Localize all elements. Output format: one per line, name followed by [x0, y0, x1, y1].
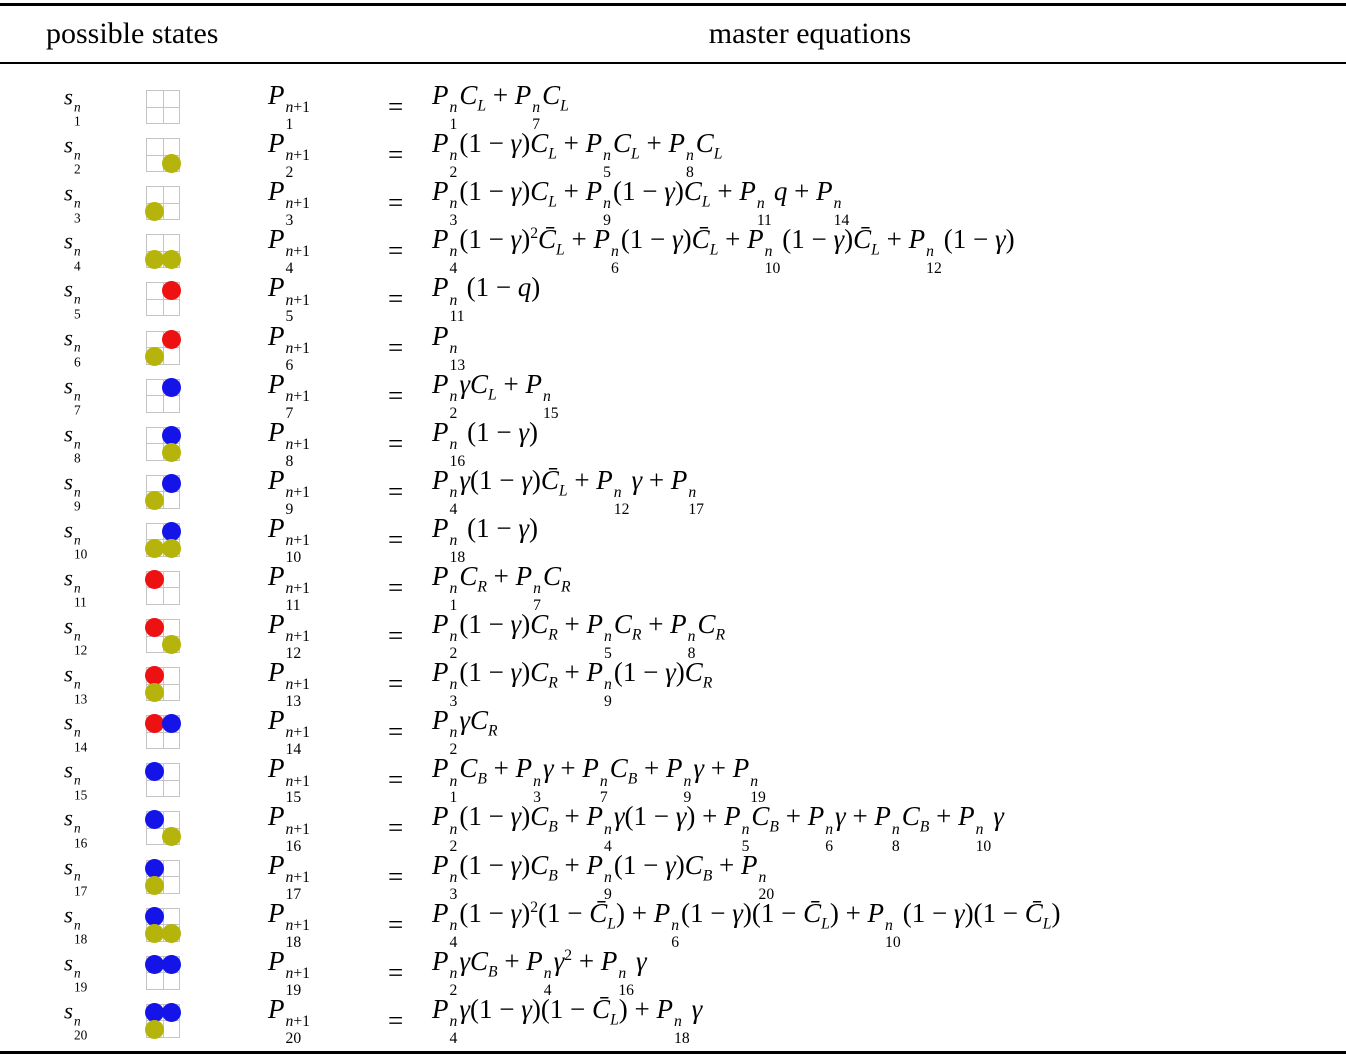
yellow-dot-bl	[145, 491, 164, 510]
blue-dot-tr	[162, 1003, 181, 1022]
state-grid-icon	[146, 571, 180, 605]
state-grid-icon	[146, 138, 180, 172]
equation-lhs: P n+1 1	[268, 80, 310, 134]
equation-rhs: P n 4 $(1 - \gamma)^2C̄_L + P$ n 6 $(1 - \gamma)C̄_L + P$ n 10 $(1 - \gamma)C̄_L + P$ n 12 (1 − γ)	[432, 224, 1015, 278]
equation-lhs: P n+1 12	[268, 609, 310, 663]
state-label: s n 16	[64, 806, 88, 851]
state-label: s n 11	[64, 565, 87, 610]
state-label: s n 6	[64, 325, 81, 370]
equation-lhs: P n+1 20	[268, 993, 310, 1047]
equation-rhs: P n 2 $\gamma C_R$	[432, 705, 498, 759]
state-grid-icon	[146, 908, 180, 942]
equals-sign: =	[388, 572, 404, 603]
equation-lhs: P n+1 13	[268, 657, 310, 711]
yellow-dot-bl	[145, 347, 164, 366]
table-row	[0, 897, 1346, 951]
state-grid-icon	[146, 379, 180, 413]
equals-sign: =	[388, 812, 404, 843]
equation-rhs: P n 3 $(1 - \gamma)C_B + P$ n 9 $(1 - \gamma)C_B + P$ n 20	[432, 849, 775, 903]
red-dot-tl	[145, 570, 164, 589]
state-grid-icon	[146, 90, 180, 124]
equation-lhs: P n+1 4	[268, 224, 310, 278]
equals-sign: =	[388, 668, 404, 699]
state-grid-icon	[146, 186, 180, 220]
state-grid-icon	[146, 331, 180, 365]
equation-lhs: P n+1 6	[268, 320, 310, 374]
yellow-dot-bl	[145, 202, 164, 221]
state-label: s n 4	[64, 228, 81, 274]
equation-lhs: P n+1 10	[268, 512, 310, 566]
top-rule	[0, 3, 1346, 6]
state-grid-icon	[146, 427, 180, 461]
equation-lhs: P n+1 11	[268, 561, 310, 615]
yellow-dot-br	[162, 154, 181, 173]
state-label: s n 1	[64, 84, 81, 130]
equals-sign: =	[388, 380, 404, 411]
equals-sign: =	[388, 764, 404, 795]
blue-dot-tr	[162, 378, 181, 397]
equation-rhs: P n 11 (1 − q)	[432, 272, 541, 326]
equation-rhs: P n 4 $\gamma(1 - \gamma)(1 - C̄_L) + P$ n 18 γ	[432, 993, 703, 1047]
red-dot-tr	[162, 281, 181, 300]
state-grid-icon	[146, 475, 180, 509]
yellow-dot-bl	[145, 683, 164, 702]
table-row	[0, 657, 1346, 711]
table-row	[0, 464, 1346, 518]
yellow-dot-br	[162, 924, 181, 943]
yellow-dot-br	[162, 827, 181, 846]
blue-dot-tr	[162, 955, 181, 974]
equation-rhs: P n 3 $(1 - \gamma)C_L + P$ n 9 $(1 - \gamma)C_L + P$ n 11 q + P n 14	[432, 176, 850, 230]
equation-rhs: P n 2 $(1 - \gamma)C_R + P$ n 5 $C_R + P$ n 8 $C_R$	[432, 609, 726, 663]
equation-lhs: P n+1 3	[268, 176, 310, 230]
equation-rhs: P n 1 $C_B + P$ n 3 γ + P n 7 $C_B + P$ n 9 γ + P n 19	[432, 753, 766, 807]
state-label: s n 19	[64, 950, 88, 995]
yellow-dot-br	[162, 443, 181, 462]
table-row	[0, 609, 1346, 663]
table-body	[0, 80, 1346, 1047]
table-row	[0, 945, 1346, 999]
equation-rhs: P n 13	[432, 320, 466, 374]
yellow-dot-br	[162, 250, 181, 269]
state-label: s n 7	[64, 373, 81, 418]
equation-rhs: P n 18 (1 − γ)	[432, 512, 539, 566]
state-grid-icon	[146, 763, 180, 797]
table-row	[0, 416, 1346, 470]
states-column-header: possible states	[46, 17, 219, 50]
yellow-dot-br	[162, 635, 181, 654]
state-grid-icon	[146, 811, 180, 845]
state-label: s n 13	[64, 661, 88, 707]
state-grid-icon	[146, 234, 180, 268]
equation-lhs: P n+1 8	[268, 416, 310, 470]
state-label: s n 8	[64, 421, 81, 466]
state-grid-icon	[146, 1004, 180, 1038]
equation-rhs: P n 16 (1 − γ)	[432, 416, 539, 470]
table-row	[0, 176, 1346, 230]
equation-lhs: P n+1 15	[268, 753, 310, 807]
state-label: s n 14	[64, 709, 88, 755]
equation-lhs: P n+1 7	[268, 368, 310, 422]
equals-sign: =	[388, 716, 404, 747]
yellow-dot-br	[162, 539, 181, 558]
equals-sign: =	[388, 187, 404, 218]
equation-lhs: P n+1 5	[268, 272, 310, 326]
table-header	[0, 16, 1346, 52]
equation-lhs: P n+1 19	[268, 945, 310, 999]
table-row	[0, 993, 1346, 1047]
equation-lhs: P n+1 9	[268, 464, 310, 518]
equals-sign: =	[388, 428, 404, 459]
equation-lhs: P n+1 14	[268, 705, 310, 759]
state-grid-icon	[146, 523, 180, 557]
state-label: s n 10	[64, 517, 88, 562]
equation-rhs: P n 4 $(1 - \gamma)^2(1$ − $C̄_L) + P$ n 6 $(1 - \gamma)(1 - C̄_L) + P$ n 10 $(1 - \gamma)(1 - C̄_L)$	[432, 897, 1061, 951]
equals-sign: =	[388, 1005, 404, 1036]
state-label: s n 12	[64, 613, 88, 659]
state-grid-icon	[146, 619, 180, 653]
equation-rhs: P n 2 $(1 - \gamma)C_L + P$ n 5 $C_L + P$ n 8 $C_L$	[432, 128, 723, 182]
table-row	[0, 128, 1346, 182]
table-row	[0, 512, 1346, 566]
blue-dot-tr	[162, 714, 181, 733]
equals-sign: =	[388, 332, 404, 363]
equation-rhs: P n 2 $(1 - \gamma)C_B + P$ n 4 γ(1 − γ) + P n 5 $C_B + P$ n 6 γ + P n 8 $C_B + P$ n 10 γ	[432, 801, 1004, 855]
table-row	[0, 753, 1346, 807]
state-label: s n 5	[64, 277, 81, 322]
table-row	[0, 801, 1346, 855]
equals-sign: =	[388, 139, 404, 170]
state-label: s n 20	[64, 998, 88, 1043]
yellow-dot-bl	[145, 876, 164, 895]
state-label: s n 18	[64, 902, 88, 947]
table-row	[0, 272, 1346, 326]
blue-dot-tl	[145, 810, 164, 829]
equation-rhs: P n 1 $C_L + P$ n 7 $C_L$	[432, 80, 569, 134]
state-label: s n 15	[64, 757, 88, 803]
yellow-dot-bl	[145, 1020, 164, 1039]
equals-sign: =	[388, 620, 404, 651]
equals-sign: =	[388, 524, 404, 555]
header-rule	[0, 62, 1346, 64]
equation-lhs: P n+1 2	[268, 128, 310, 182]
equation-lhs: P n+1 18	[268, 897, 310, 951]
red-dot-tr	[162, 330, 181, 349]
equations-column-header: master equations	[708, 17, 912, 50]
equals-sign: =	[388, 957, 404, 988]
state-label: s n 17	[64, 854, 88, 899]
equation-lhs: P n+1 16	[268, 801, 310, 855]
table-row	[0, 320, 1346, 374]
equals-sign: =	[388, 91, 404, 122]
table-row	[0, 561, 1346, 615]
table-row	[0, 849, 1346, 903]
state-grid-icon	[146, 956, 180, 990]
equals-sign: =	[388, 909, 404, 940]
state-grid-icon	[146, 667, 180, 701]
equation-lhs: P n+1 17	[268, 849, 310, 903]
state-label: s n 3	[64, 180, 81, 226]
state-label: s n 9	[64, 469, 81, 514]
equals-sign: =	[388, 283, 404, 314]
blue-dot-tr	[162, 474, 181, 493]
state-label: s n 2	[64, 132, 81, 178]
equals-sign: =	[388, 861, 404, 892]
equation-rhs: P n 1 $C_R + P$ n 7 $C_R$	[432, 561, 571, 615]
state-grid-icon	[146, 860, 180, 894]
table-row	[0, 80, 1346, 134]
equation-rhs: P n 2 $\gamma C_B + P$ n 4 $\gamma^2 + P$ n 16 γ	[432, 945, 647, 999]
state-grid-icon	[146, 282, 180, 316]
equals-sign: =	[388, 476, 404, 507]
state-grid-icon	[146, 715, 180, 749]
table-row	[0, 224, 1346, 278]
equation-rhs: P n 2 $\gamma C_L + P$ n 15	[432, 368, 559, 422]
red-dot-tl	[145, 618, 164, 637]
bottom-rule	[0, 1051, 1346, 1054]
equals-sign: =	[388, 235, 404, 266]
table-row	[0, 368, 1346, 422]
equation-rhs: P n 4 $\gamma(1 - \gamma)C̄_L + P$ n 12 γ + P n 17	[432, 464, 704, 518]
equation-rhs: P n 3 $(1 - \gamma)C_R + P$ n 9 $(1 - \gamma)C_R$	[432, 657, 713, 711]
blue-dot-tl	[145, 762, 164, 781]
table-row	[0, 705, 1346, 759]
